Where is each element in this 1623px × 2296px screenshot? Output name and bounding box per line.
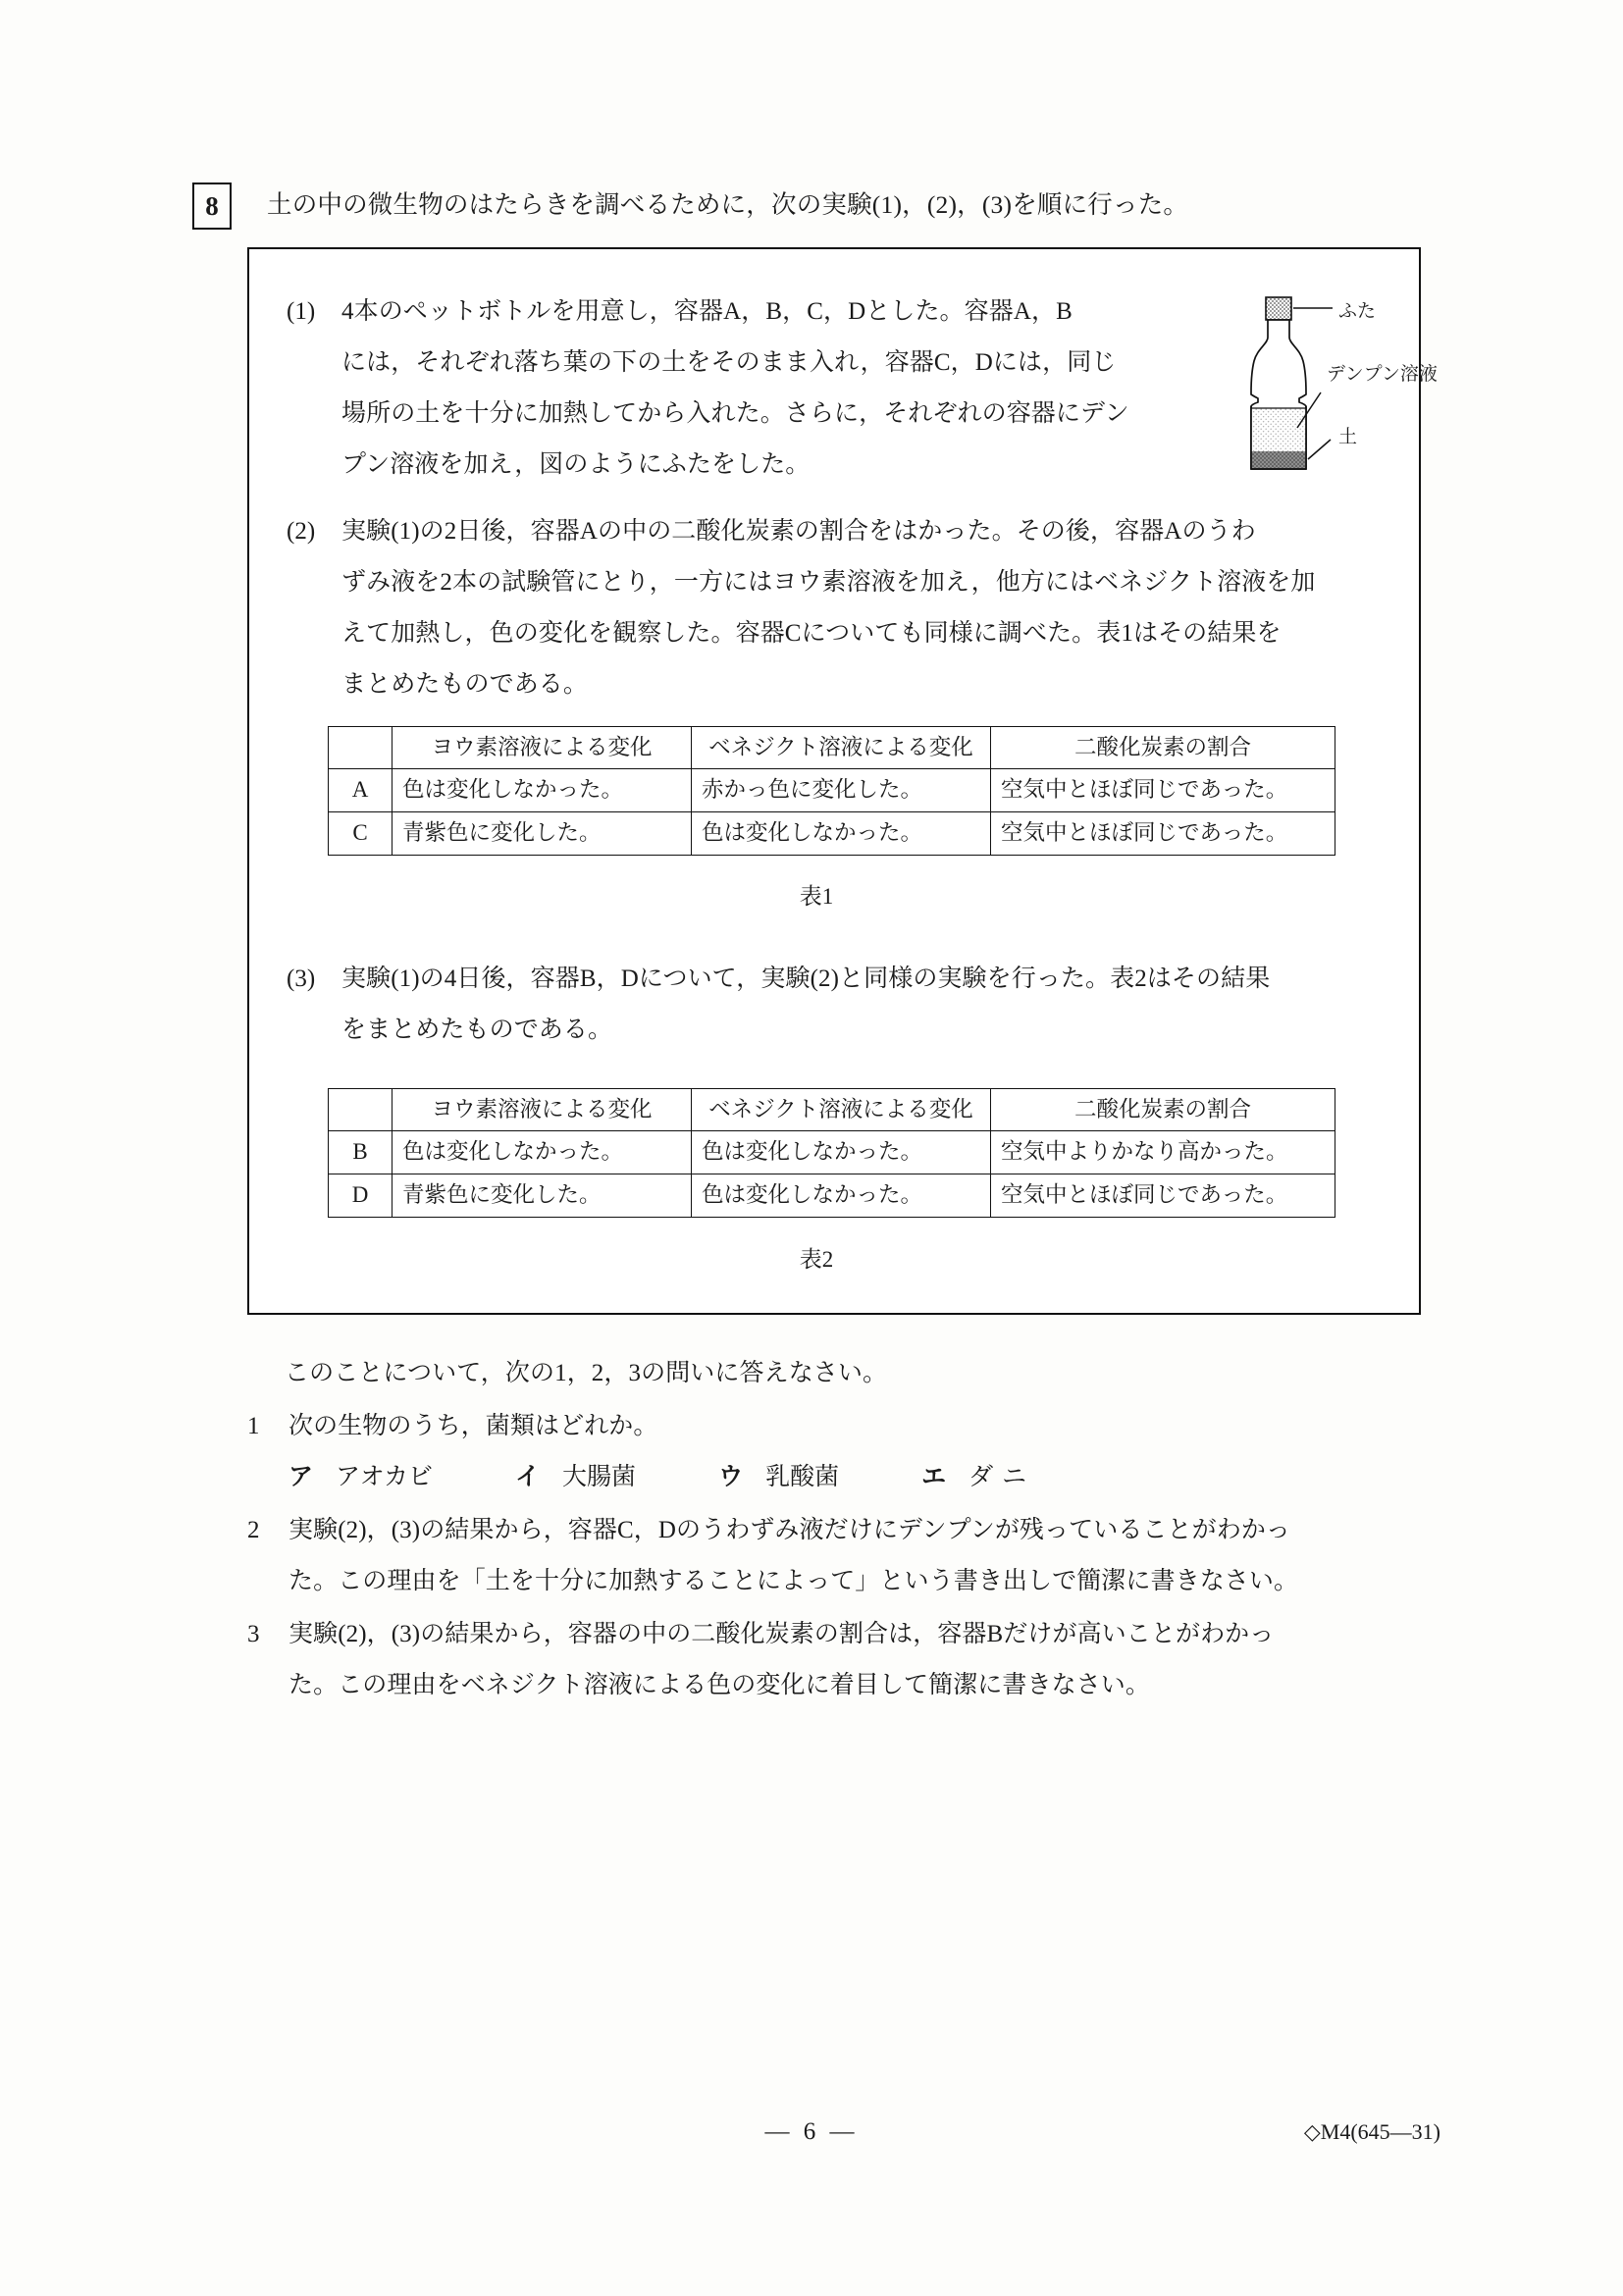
choice-option-a[interactable] (288, 1452, 433, 1503)
table-row (329, 769, 1335, 812)
choice-key: ウ (718, 1464, 745, 1490)
table-header-cell: ヨウ素溶液による変化 (393, 727, 692, 769)
figure-label-starch: デンプン溶液 (1327, 364, 1438, 385)
bottle-figure (1230, 290, 1438, 492)
table-1-caption: 表1 (799, 884, 834, 909)
table-cell: 赤かっ色に変化した。 (692, 769, 991, 812)
table-header-row (329, 727, 1335, 769)
question-line: た。この理由をベネジクト溶液による色の変化に着目して簡潔に書きなさい。 (288, 1672, 1151, 1698)
figure-label-soil: 土 (1338, 427, 1358, 447)
result-table-1 (328, 726, 1335, 856)
table-header-cell: 二酸化炭素の割合 (991, 727, 1335, 769)
choice-label: アオカビ (336, 1464, 434, 1490)
table-cell: 色は変化しなかった。 (393, 1131, 692, 1174)
choice-list (288, 1452, 1425, 1503)
question-line: 実験(2)，(3)の結果から，容器C，Dのうわずみ液だけにデンプンが残っていることがわかっ (288, 1517, 1291, 1543)
question-line: た。この理由を「土を十分に加熱することによって」という書き出しで簡潔に書きなさい。 (288, 1568, 1299, 1594)
experiment-body-2 (341, 506, 1376, 710)
question-item-1 (247, 1401, 1425, 1503)
form-code: ◇M4(645—31) (1303, 2119, 1440, 2144)
question-body-2 (288, 1505, 1425, 1607)
table-row-label: C (329, 811, 393, 855)
table-corner-cell (329, 727, 393, 769)
bottle-icon (1230, 290, 1412, 492)
choice-label: 乳酸菌 (765, 1464, 840, 1490)
choice-label: 大腸菌 (562, 1464, 637, 1490)
table-row-label: B (329, 1131, 393, 1174)
experiment-marker-1: (1) (287, 298, 316, 325)
table-cell: 色は変化しなかった。 (692, 1174, 991, 1217)
table-header-cell: ベネジクト溶液による変化 (692, 727, 991, 769)
table-header-cell: ヨウ素溶液による変化 (393, 1089, 692, 1131)
table-header-cell: 二酸化炭素の割合 (991, 1089, 1335, 1131)
experiment-line: 場所の土を十分に加熱してから入れた。さらに，それぞれの容器にデン (341, 400, 1129, 427)
table-row (329, 1174, 1335, 1217)
table-row (329, 1131, 1335, 1174)
table-2-caption: 表2 (799, 1247, 834, 1272)
experiment-marker-2: (2) (287, 518, 316, 545)
table-header-row (329, 1089, 1335, 1131)
choice-key: エ (921, 1464, 948, 1490)
table-row-label: A (329, 769, 393, 812)
experiment-marker-3: (3) (287, 965, 316, 992)
experiment-line: 実験(1)の4日後，容器B，Dについて，実験(2)と同様の実験を行った。表2はその結果 (341, 965, 1271, 992)
choice-option-u[interactable] (718, 1452, 839, 1503)
experiment-line: をまとめたものである。 (341, 1017, 613, 1043)
experiment-line: まとめたものである。 (341, 671, 589, 698)
figure-label-lid: ふた (1338, 301, 1377, 322)
experiment-item-3 (287, 954, 1376, 1056)
experiment-body-3 (341, 954, 1376, 1056)
result-table-2 (328, 1088, 1335, 1218)
question-lead-text: 土の中の微生物のはたらきを調べるために，次の実験(1)，(2)，(3)を順に行った。 (267, 190, 1189, 219)
experiment-item-2 (287, 506, 1376, 710)
question-lead-row (192, 183, 1188, 230)
table-row (329, 811, 1335, 855)
questions-intro: このことについて，次の1，2，3の問いに答えなさい。 (285, 1360, 888, 1386)
experiment-line: えて加熱し，色の変化を観察した。容器Cについても同様に調べた。表1はその結果を (341, 620, 1282, 647)
question-item-3 (247, 1609, 1425, 1711)
experiment-body-1 (341, 287, 1129, 491)
question-marker-3: 3 (247, 1621, 260, 1647)
experiment-line: プン溶液を加え，図のようにふたをした。 (341, 451, 811, 478)
experiment-line: には，それぞれ落ち葉の下の土をそのまま入れ，容器C，Dには，同じ (341, 349, 1117, 376)
experiment-line: ずみ液を2本の試験管にとり，一方にはヨウ素溶液を加え，他方にはベネジクト溶液を加 (341, 569, 1316, 596)
question-number-box: 8 (192, 183, 232, 230)
table-cell: 空気中とほぼ同じであった。 (991, 811, 1335, 855)
question-body-3 (288, 1609, 1425, 1711)
question-line: 実験(2)，(3)の結果から，容器の中の二酸化炭素の割合は，容器Bだけが高いことがわかっ (288, 1621, 1275, 1647)
question-line: 次の生物のうち，菌類はどれか。 (288, 1413, 658, 1439)
table-cell: 色は変化しなかった。 (393, 769, 692, 812)
table-cell: 青紫色に変化した。 (393, 1174, 692, 1217)
table-cell: 空気中とほぼ同じであった。 (991, 769, 1335, 812)
table-cell: 色は変化しなかった。 (692, 1131, 991, 1174)
question-body-1 (288, 1401, 1425, 1452)
choice-key: ア (288, 1464, 315, 1490)
choice-key: イ (515, 1464, 542, 1490)
question-marker-2: 2 (247, 1517, 260, 1543)
table-cell: 空気中とほぼ同じであった。 (991, 1174, 1335, 1217)
choice-option-e[interactable] (921, 1452, 1035, 1503)
experiment-line: 実験(1)の2日後，容器Aの中の二酸化炭素の割合をはかった。その後，容器Aのうわ (341, 518, 1256, 545)
choice-option-i[interactable] (515, 1452, 636, 1503)
table-cell: 空気中よりかなり高かった。 (991, 1131, 1335, 1174)
question-marker-1: 1 (247, 1413, 260, 1439)
table-cell: 色は変化しなかった。 (692, 811, 991, 855)
experiment-line: 4本のペットボトルを用意し，容器A，B，C，Dとした。容器A，B (341, 298, 1073, 325)
question-item-2 (247, 1505, 1425, 1607)
table-header-cell: ベネジクト溶液による変化 (692, 1089, 991, 1131)
experiment-box (247, 247, 1438, 1315)
questions-section (247, 1348, 1425, 1711)
table-corner-cell (329, 1089, 393, 1131)
page-number: — 6 — (764, 2118, 859, 2145)
choice-label: ダニ (969, 1464, 1036, 1490)
table-cell: 青紫色に変化した。 (393, 811, 692, 855)
experiment-item-1 (287, 287, 1129, 491)
table-row-label: D (329, 1174, 393, 1217)
